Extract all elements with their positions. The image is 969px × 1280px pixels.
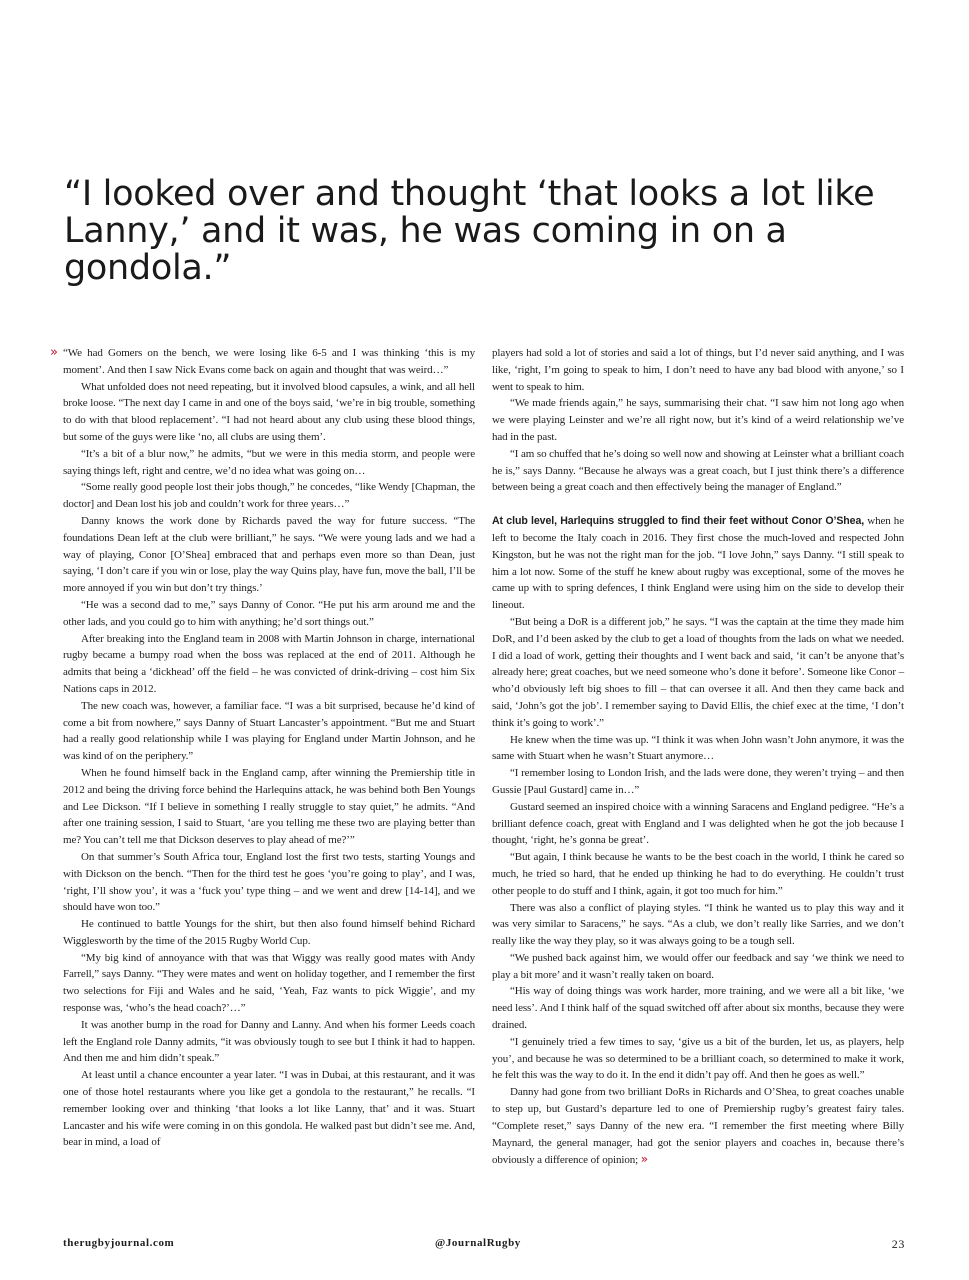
paragraph: Danny knows the work done by Richards paved the way for future success. “The foundations Dean left at the club were brilliant,” he says. “We were young lads and we had a way of playing, Conor [O’Shea] embraced that and perhaps even more so than Dean, just saying, ‘I don’t care if you win or lose, play the way Quins play, have fun, move the ball, I’ll be more annoyed if you win but don’t try things.’ — [63, 514, 475, 595]
paragraph: players had sold a lot of stories and said a lot of things, but I’d never said anything, and I was like, ‘right, I’m going to speak to him, I don’t need to have any bad blood with anyone,’ so I went to speak to him. — [492, 347, 904, 393]
section-lead-in: At club level, Harlequins struggled to find their feet without Conor O’Shea, — [492, 515, 865, 528]
paragraph: “My big kind of annoyance with that was that Wiggy was really good mates with Andy Farrell,” says Danny. “They were mates and went on holiday together, and I remember the first two selections for Fiji and Wales and he said, ‘Yeah, Faz wants to pick Wiggie’, and my response was, ‘who’s the head coach?’…” — [63, 951, 475, 1015]
paragraph: “He was a second dad to me,” says Danny of Conor. “He put his arm around me and the other lads, and you could go to him with anything; he’d sort things out.” — [63, 598, 475, 628]
paragraph: What unfolded does not need repeating, but it involved blood capsules, a wink, and all hell broke loose. “The next day I came in and one of the boys said, ‘we’re in big trouble, something to do with that blood replacement’. “I had not heard about any club using these blood things, but some of the guys were like ‘no, all clubs are using them’. — [63, 380, 475, 443]
paragraph: “We pushed back against him, we would offer our feedback and say ‘we think we need to play a bit more’ and it wasn’t really taken on board. — [492, 951, 904, 981]
footer-social-handle: @JournalRugby — [435, 1237, 521, 1249]
paragraph: “We made friends again,” he says, summarising their chat. “I saw him not long ago when we were playing Leinster and we’re all right now, but it’s kind of a weird relationship we’ve had in the past. — [492, 397, 904, 443]
paragraph: “I remember losing to London Irish, and the lads were done, they weren’t trying – and then Gussie [Paul Gustard] came in…” — [492, 767, 904, 796]
paragraph — [492, 1084, 904, 1169]
paragraph: On that summer’s South Africa tour, England lost the first two tests, starting Youngs and with Dickson on the bench. “Then for the third test he goes ‘you’re going to play’, and I was, ‘right, I’ll show you’, it was a ‘fuck you’ type thing – and we went and drew [14-14], and we should have won too.” — [63, 850, 475, 914]
section-lead-rest: when he left to become the Italy coach in 2016. They first chose the much-loved and respected John Kingston, but he was not the right man for the job. “I love John,” says Danny. “I still speak to him a lot now. Some of the stuff he knew about rugby was exceptional, some of the moves he came up with to spring defences, I think England were using him on the side to develop their lineout. — [492, 515, 904, 612]
paragraph: “I am so chuffed that he’s doing so well now and showing at Leinster what a brilliant coach he is,” says Danny. “Because he always was a great coach, but I just think there’s a difference between being a great coach and then effectively being the manager of England.” — [492, 447, 904, 494]
section-opening-paragraph — [492, 513, 904, 614]
paragraph: “But being a DoR is a different job,” he says. “I was the captain at the time they made him DoR, and I’d been asked by the club to get a load of thoughts from the lads on what we needed. I did a load of work, getting their thoughts and I went back and said, ‘it can’t be anyone that’s already here; great coaches, but we need someone who’s done it before’. Someone like Conor – who’d obviously left big shoes to fill – that can oversee it all. And then they came back and said, ‘John’s got the job’. I remember saying to David Ellis, the chief exec at the time, ‘I don’t think it’s going to work’.” — [492, 615, 904, 729]
paragraph: It was another bump in the road for Danny and Lanny. And when his former Leeds coach left the England role Danny admits, “it was obviously tough to see but I think it had to happen. And then me and him didn’t speak.” — [63, 1018, 475, 1065]
paragraph: “We had Gomers on the bench, we were losing like 6-5 and I was thinking ‘this is my moment’. And then I saw Nick Evans come back on again and thought that was weird…” — [63, 347, 475, 376]
paragraph: When he found himself back in the England camp, after winning the Premiership title in 2012 and being the driving force behind the Harlequins attack, he was behind both Ben Youngs and Lee Dickson. “If I believe in something I really struggle to stay quiet,” he admits. “And after one training session, I said to Stuart, ‘are you telling me these two are playing better than me? You can’t tell me that Dickson deserves to play ahead of me?’” — [63, 766, 475, 847]
paragraph: “It’s a bit of a blur now,” he admits, “but we were in this media storm, and people were saying things left, right and centre, we’d no idea what was going on… — [63, 447, 475, 477]
pull-quote-text: “I looked over and thought ‘that looks a lot like Lanny,’ and it was, he was coming in on a gondola.” — [64, 174, 875, 288]
paragraph: He knew when the time was up. “I think it was when John wasn’t John anymore, it was the same with Stuart when he wasn’t Stuart anymore… — [492, 733, 904, 763]
article-column-left — [63, 345, 475, 1151]
continue-marker-icon: » — [640, 1152, 648, 1167]
paragraph: Gustard seemed an inspired choice with a winning Saracens and England pedigree. “He’s a brilliant defence coach, great with England and I was delighted when he got the job because I thought, ‘right, he’s gonna be great’. — [492, 800, 904, 847]
footer-website: therugbyjournal.com — [63, 1237, 175, 1249]
paragraph: “His way of doing things was work harder, more training, and we were all a bit like, ‘we need less’. And I think half of the squad switched off after about six months, because they were drained. — [492, 985, 904, 1032]
paragraph: After breaking into the England team in 2008 with Martin Johnson in charge, international rugby became a bumpy road when the boss was replaced at the end of 2011. Although he admits that being a ‘dickhead’ off the field – he was convicted of drink-driving – cost him Six Nations caps in 2012. — [63, 632, 475, 695]
final-paragraph-text: Danny had gone from two brilliant DoRs in Richards and O’Shea, to great coaches unable to step up, but Gustard’s departure led to one of Premiership rugby’s greatest fairy tales. “Complete reset,” says Danny of the new era. “I remember the first meeting where Billy Maynard, the general manager, had got the senior players and coaches in, because there’s obviously a difference of opinion; — [492, 1086, 904, 1167]
paragraph: The new coach was, however, a familiar face. “I was a bit surprised, because he’d kind of come a bit from nowhere,” says Danny of Stuart Lancaster’s appointment. “But me and Stuart had a really good relationship while I was playing for England under Martin Johnson, and he was kind of on the periphery.” — [63, 699, 475, 763]
paragraph: “But again, I think because he wants to be the best coach in the world, I think he cared so much, he tried so hard, that he ended up thinking he had to do everything. He couldn’t trust other people to do stuff and I think, again, it got too much for him.” — [492, 851, 904, 897]
paragraph: There was also a conflict of playing styles. “I think he wanted us to play this way and it was very similar to Saracens,” he says. “As a club, we don’t really like Sarries, and we don’t really like the way they play, so it was always going to be a tough sell. — [492, 901, 904, 948]
page-number: 23 — [891, 1237, 905, 1251]
paragraph: He continued to battle Youngs for the shirt, but then also found himself behind Richard Wigglesworth by the time of the 2015 Rugby World Cup. — [63, 918, 475, 947]
paragraph: “Some really good people lost their jobs though,” he concedes, “like Wendy [Chapman, the doctor] and Dean lost his job and couldn’t work for three years…” — [63, 481, 475, 511]
pull-quote — [64, 176, 924, 287]
paragraph: “I genuinely tried a few times to say, ‘give us a bit of the burden, let us, as players, help you’, and because he was so determined to be a brilliant coach, so determined to make it work, he felt this was the way to do it. In the end it didn’t pay off. And then he goes as well.” — [492, 1035, 904, 1082]
continue-marker-icon: » — [50, 345, 58, 360]
article-column-right — [492, 345, 904, 1169]
paragraph: At least until a chance encounter a year later. “I was in Dubai, at this restaurant, and it was one of those hotel restaurants where you like get a gondola to the restaurant,” he recalls. “I remember looking over and thinking ‘that looks a lot like Lanny, that’ and it was. Stuart Lancaster and his wife were coming in on this gondola. He walked past but didn’t see me. And, bear in mind, a load of — [63, 1069, 475, 1149]
